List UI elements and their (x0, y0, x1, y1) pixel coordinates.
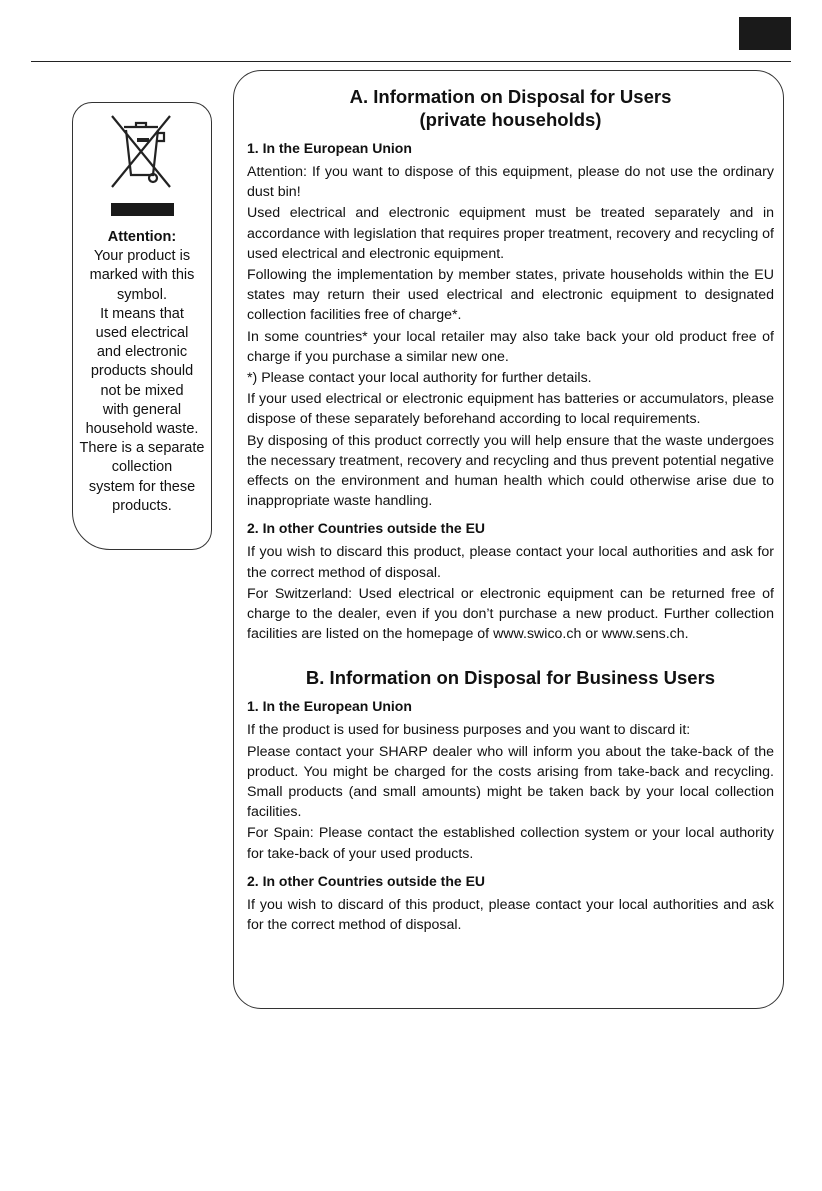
sidebar-line: collection (111, 459, 173, 476)
paragraph: For Switzerland: Used electrical or electronic equipment can be returned free of charge to the dealer, even if you don’t purchase a new product. Further collection facilities are listed on the homepage of www.swico.ch or www.sens.ch. (247, 585, 774, 643)
header-rule (31, 61, 791, 62)
section-a-title-line2: (private households) (419, 109, 602, 130)
sidebar-line: and electronic (96, 344, 188, 361)
paragraph: If you wish to discard of this product, please contact your local authorities and ask for the correct method of disposal. (247, 896, 774, 934)
sidebar-line: system for these (88, 478, 196, 495)
section-b-non-eu-heading: 2. In other Countries outside the EU (247, 872, 486, 889)
sidebar-heading: Attention: (107, 229, 177, 245)
attention-sidebar (72, 102, 212, 550)
disposal-info-content (247, 85, 774, 936)
sidebar-line: with general (102, 401, 182, 418)
section-b-eu-heading: 1. In the European Union (247, 698, 412, 715)
sidebar-line: used electrical (95, 325, 189, 342)
paragraph: In some countries* your local retailer may also take back your old product free of charge if you purchase a similar new one. (247, 328, 774, 365)
paragraph: If your used electrical or electronic equipment has batteries or accumulators, please dispose of these separately beforehand according to local requirements. (247, 391, 774, 428)
sidebar-text (77, 228, 207, 516)
section-b-title: B. Information on Disposal for Business Users (305, 667, 716, 689)
section-a-title (247, 85, 774, 131)
sidebar-line: It means that (100, 305, 184, 322)
paragraph: For Spain: Please contact the established collection system or your local authority for take-back of your used products. (247, 825, 774, 862)
paragraph: Please contact your SHARP dealer who will inform you about the take-back of the product. You might be charged for the costs arising from take-back and recycling. Small products (and small amounts) might be taken back by your local collection facilities. (247, 743, 774, 821)
sidebar-line: products should (90, 363, 194, 380)
page-tab-marker (739, 17, 791, 50)
sidebar-line: marked with this (89, 267, 195, 284)
paragraph: Following the implementation by member states, private households within the EU states may return their used electrical and electronic equipment to designated collection facilities free of charge*. (247, 267, 774, 324)
section-a-non-eu-heading: 2. In other Countries outside the EU (247, 520, 486, 537)
sidebar-line: Your product is (93, 248, 191, 265)
disposal-info-box (233, 70, 784, 1009)
section-a-eu-heading: 1. In the European Union (247, 140, 412, 156)
sidebar-line: not be mixed (100, 382, 184, 399)
sidebar-line: household waste. (85, 421, 199, 438)
sidebar-line: There is a separate (79, 440, 205, 457)
paragraph: If you wish to discard this product, please contact your local authorities and ask for the correct method of disposal. (247, 544, 774, 581)
paragraph: Used electrical and electronic equipment must be treated separately and in accordance with legislation that requires proper treatment, recovery and recycling of used electrical and electronic equipment. (247, 205, 774, 262)
sidebar-line: products. (112, 497, 172, 514)
paragraph: Attention: If you want to dispose of this equipment, please do not use the ordinary dust bin! (247, 164, 774, 201)
paragraph: *) Please contact your local authority for further details. (247, 370, 592, 387)
paragraph: By disposing of this product correctly you will help ensure that the waste undergoes the necessary treatment, recovery and recycling and thus prevent potential negative effects on the environment and human health which could otherwise arise due to inappropriate waste handling. (247, 432, 774, 510)
section-a-title-line1: A. Information on Disposal for Users (349, 86, 672, 107)
symbol-underline-bar (111, 203, 174, 216)
paragraph: If the product is used for business purposes and you want to discard it: (247, 722, 691, 739)
crossed-out-wheelie-bin-icon (107, 111, 177, 193)
sidebar-line: symbol. (117, 286, 167, 303)
